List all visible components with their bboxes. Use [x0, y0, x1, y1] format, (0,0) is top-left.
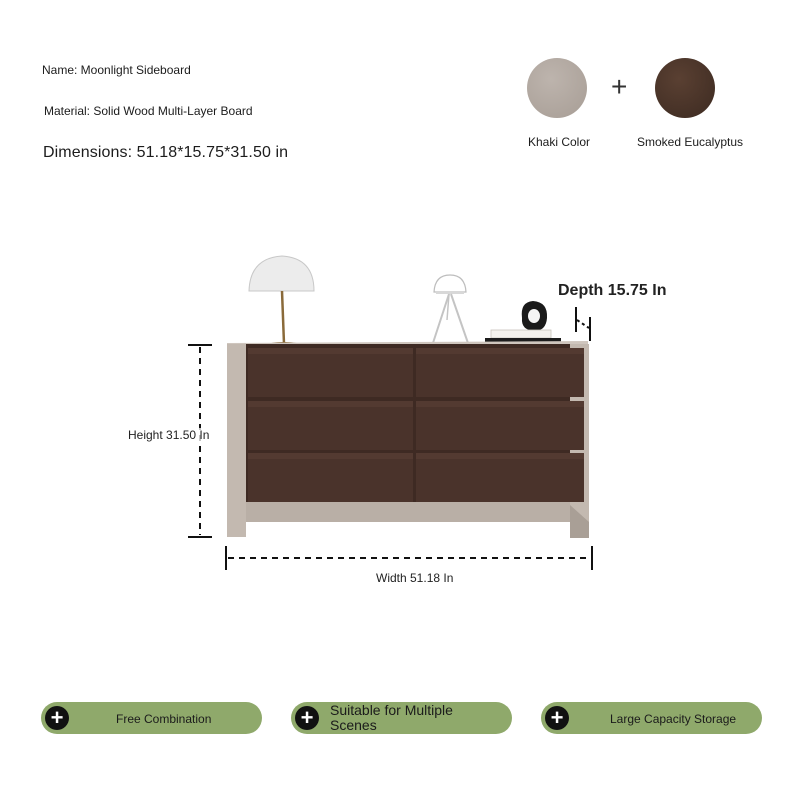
- sideboard-body: [227, 341, 589, 538]
- width-label: Width 51.18 In: [376, 571, 454, 585]
- feature-pill-free-combination[interactable]: [41, 702, 262, 734]
- product-material: Material: Solid Wood Multi-Layer Board: [44, 104, 253, 118]
- feature-label: Suitable for Multiple Scenes: [330, 702, 453, 733]
- feature-label: Free Combination: [116, 712, 212, 726]
- feature-label: Large Capacity Storage: [610, 712, 737, 726]
- product-name: Name: Moonlight Sideboard: [42, 63, 191, 77]
- width-dimension-line: [226, 546, 592, 570]
- product-dimensions: Dimensions: 51.18*15.75*31.50 in: [43, 144, 289, 161]
- plus-circle-icon[interactable]: +: [45, 706, 69, 730]
- feature-pill-large-capacity[interactable]: [541, 702, 762, 734]
- smoked-eucalyptus-label: Smoked Eucalyptus: [636, 135, 744, 149]
- sculpture-decor: [522, 301, 547, 331]
- depth-dimension-line: [576, 307, 590, 341]
- khaki-color-label: Khaki Color: [527, 135, 591, 149]
- feature-pill-multiple-scenes[interactable]: [291, 702, 512, 734]
- plus-circle-icon[interactable]: +: [295, 706, 319, 730]
- height-label: Height 31.50 In: [128, 428, 210, 442]
- mushroom-lamp: [249, 256, 314, 348]
- plus-circle-icon[interactable]: +: [545, 706, 569, 730]
- depth-label: Depth 15.75 In: [558, 282, 667, 299]
- tripod-lamp: [432, 275, 469, 346]
- plus-icon: +: [611, 71, 628, 102]
